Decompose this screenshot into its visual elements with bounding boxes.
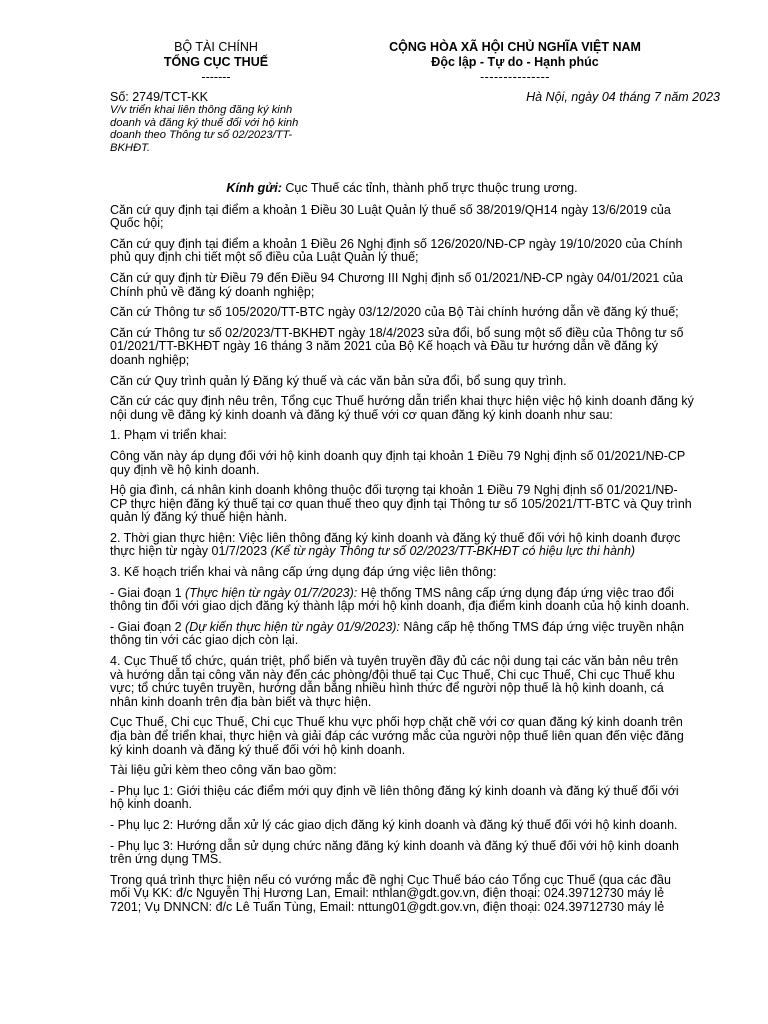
- ministry-name: BỘ TÀI CHÍNH: [174, 40, 258, 54]
- national-header: [330, 40, 700, 85]
- legal-basis-1: Căn cứ quy định tại điểm a khoản 1 Điều 30 Luật Quản lý thuế số 38/2019/QH14 ngày 13/6/2019 của Quốc hội;: [110, 202, 671, 231]
- legal-basis-5: Căn cứ Thông tư số 02/2023/TT-BKHĐT ngày 18/4/2023 sửa đổi, bổ sung một số điều của Thông tư số 01/2021/TT-BKHĐT ngày 16 tháng 3 năm 2021 của Bộ Kế hoạch và Đầu tư hướng dẫn về đăng ký doanh nghiệp;: [110, 325, 684, 367]
- document-subject: V/v triển khai liên thông đăng ký kinh doanh và đăng ký thuế đối với hộ kinh doanh theo Thông tư số 02/2023/TT-BKHĐT.: [110, 104, 299, 154]
- intro-paragraph: Căn cứ các quy định nêu trên, Tổng cục Thuế hướng dẫn triển khai thực hiện việc hộ kinh doanh đăng ký nội dung về đăng ký kinh doanh và đăng ký thuế với cơ quan đăng ký kinh doanh như sau:: [110, 394, 694, 422]
- issuer-divider: -------: [201, 70, 231, 84]
- document-number: Số: 2749/TCT-KK: [110, 90, 208, 104]
- legal-basis-6: Căn cứ Quy trình quản lý Đăng ký thuế và các văn bản sửa đổi, bổ sung quy trình.: [110, 373, 567, 388]
- phase-1-date: (Thực hiện từ ngày 01/7/2023):: [185, 585, 358, 600]
- issuer-block: [112, 40, 320, 85]
- phase-2-paragraph: [110, 621, 694, 648]
- department-name: TỔNG CỤC THUẾ: [163, 55, 269, 69]
- phase-2-text: Nâng cấp hệ thống TMS đáp ứng việc truyền nhận thông tin với các giao dịch còn lại.: [110, 619, 684, 648]
- section-1-text-b: Hộ gia đình, cá nhân kinh doanh không thuộc đối tượng tại khoản 1 Điều 79 Nghị định số 01/2021/NĐ-CP thực hiện đăng ký thuế tại cơ quan thuế theo quy định tại Thông tư số 105/2021/TT-BTC và Quy trình quản lý đăng ký thuế hiện hành.: [110, 483, 692, 525]
- motto-divider: ---------------: [480, 70, 550, 84]
- recipient-label: Kính gửi:: [226, 181, 282, 195]
- appendix-3: - Phụ lục 3: Hướng dẫn sử dụng chức năng đăng ký kinh doanh và đăng ký thuế đối với hộ kinh doanh trên ứng dụng TMS.: [110, 838, 679, 867]
- attachments-heading: Tài liệu gửi kèm theo công văn bao gồm:: [110, 763, 337, 778]
- coordination-paragraph: Cục Thuế, Chi cục Thuế, Chi cục Thuế khu vực phối hợp chặt chẽ với cơ quan đăng ký kinh doanh trên địa bàn để triển khai, thực hiện và giải đáp các vướng mắc của người nộp thuế liên quan đến việc đăng ký kinh doanh và đăng ký thuế đối với hộ kinh doanh.: [110, 715, 684, 757]
- section-1-heading: 1. Phạm vi triển khai:: [110, 428, 227, 443]
- recipient-text: Cục Thuế các tỉnh, thành phố trực thuộc trung ương.: [281, 181, 578, 195]
- phase-2-label: - Giai đoạn 2: [110, 619, 186, 634]
- appendix-2: - Phụ lục 2: Hướng dẫn xử lý các giao dịch đăng ký kinh doanh và đăng ký thuế đối với hộ kinh doanh.: [110, 817, 678, 832]
- recipient-line: [110, 182, 694, 196]
- legal-basis-4: Căn cứ Thông tư số 105/2020/TT-BTC ngày 03/12/2020 của Bộ Tài chính hướng dẫn về đăng ký thuế;: [110, 305, 679, 320]
- phase-1-label: - Giai đoạn 1: [110, 585, 186, 600]
- phase-2-date: (Dự kiến thực hiện từ ngày 01/9/2023):: [185, 619, 400, 634]
- document-body: [110, 182, 694, 922]
- appendix-1: - Phụ lục 1: Giới thiệu các điểm mới quy định về liên thông đăng ký kinh doanh và đăng ký thuế đối với hộ kinh doanh.: [110, 783, 679, 812]
- contact-paragraph: Trong quá trình thực hiện nếu có vướng mắc đề nghị Cục Thuế báo cáo Tổng cục Thuế (qua các đầu mối Vụ KK: đ/c Nguyễn Thị Hương Lan, Email: nthlan@gdt.gov.vn, điện thoại: 024.39712730 máy lẻ 7201; Vụ DNNCN: đ/c Lê Tuấn Tùng, Email: nttung01@gdt.gov.vn, điện thoại: 024.39712730 máy lẻ: [110, 872, 671, 914]
- legal-basis-3: Căn cứ quy định từ Điều 79 đến Điều 94 Chương III Nghị định số 01/2021/NĐ-CP ngày 04/01/2021 của Chính phủ về đăng ký doanh nghiệp;: [110, 270, 684, 299]
- phase-1-text: Hệ thống TMS nâng cấp ứng dụng đáp ứng việc trao đổi thông tin đối với giao dịch đăng ký thành lập mới hộ kinh doanh, địa điểm kinh doanh của hộ kinh doanh.: [110, 585, 690, 614]
- section-2-paragraph: [110, 532, 694, 559]
- legal-basis-2: Căn cứ quy định tại điểm a khoản 1 Điều 26 Nghị định số 126/2020/NĐ-CP ngày 19/10/2020 của Chính phủ quy định chi tiết một số điều của Luật Quản lý thuế;: [110, 236, 683, 265]
- section-2-text: 2. Thời gian thực hiện: Việc liên thông đăng ký kinh doanh và đăng ký thuế đối với hộ kinh doanh được thực hiện từ ngày 01/7/2023: [110, 530, 681, 559]
- phase-1-paragraph: [110, 587, 694, 614]
- document-date: Hà Nội, ngày 04 tháng 7 năm 2023: [526, 90, 720, 104]
- section-2-note: (Kể từ ngày Thông tư số 02/2023/TT-BKHĐT có hiệu lực thi hành): [270, 544, 636, 559]
- section-3-heading: 3. Kế hoạch triển khai và nâng cấp ứng dụng đáp ứng việc liên thông:: [110, 565, 497, 580]
- country-name: CỘNG HÒA XÃ HỘI CHỦ NGHĨA VIỆT NAM: [389, 40, 641, 54]
- section-1-text-a: Công văn này áp dụng đối với hộ kinh doanh quy định tại khoản 1 Điều 79 Nghị định số 01/2021/NĐ-CP quy định về hộ kinh doanh.: [110, 448, 686, 477]
- national-motto: Độc lập - Tự do - Hạnh phúc: [431, 55, 599, 69]
- section-4-paragraph: 4. Cục Thuế tổ chức, quán triệt, phổ biến và tuyên truyền đầy đủ các nội dung tại các văn bản nêu trên và hướng dẫn tại công văn này đến các phòng/đội thuế tại Cục Thuế, Chi cục Thuế, Chi cục Thuế khu vực; tổ chức tuyên truyền, hướng dẫn bằng nhiều hình thức để người nộp thuế là hộ kinh doanh, cá nhân kinh doanh trên địa bàn biết và thực hiện.: [110, 654, 679, 709]
